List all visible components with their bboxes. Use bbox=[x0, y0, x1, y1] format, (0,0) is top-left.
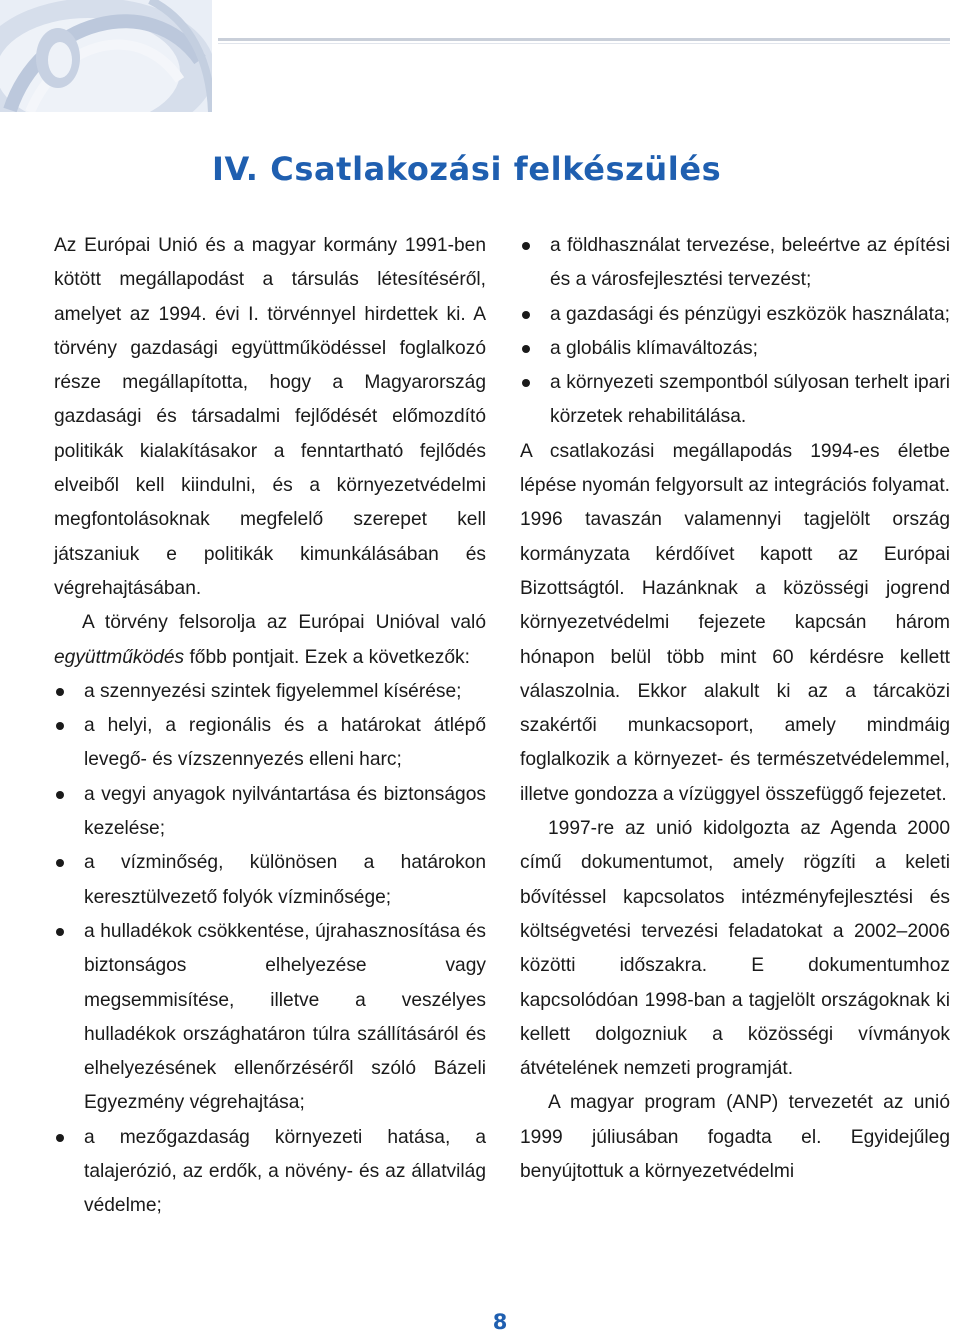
bullet-icon bbox=[56, 688, 64, 696]
list-item-text: a vegyi anyagok nyilvántartása és biztonságos kezelése; bbox=[84, 783, 486, 840]
bullet-icon bbox=[56, 928, 64, 936]
section-title: IV. Csatlakozási felkészülés bbox=[212, 150, 722, 188]
anp-paragraph: A magyar program (ANP) tervezetét az unió 1999 júliusában fogadta el. Egyidejűleg benyújtottuk a környezetvédelmi bbox=[520, 1092, 950, 1183]
bullet-icon bbox=[522, 311, 530, 319]
list-item bbox=[520, 229, 950, 298]
list-item-text: a szennyezési szintek figyelemmel kísérése; bbox=[84, 680, 462, 702]
list-item bbox=[54, 846, 486, 915]
list-item-text: a mezőgazdaság környezeti hatása, a talajerózió, az erdők, a növény- és az állatvilág védelme; bbox=[84, 1126, 486, 1217]
bullet-icon bbox=[522, 345, 530, 353]
list-item bbox=[520, 332, 950, 366]
list-item-text: a vízminőség, különösen a határokon keresztülvezető folyók vízminősége; bbox=[84, 852, 486, 908]
bullet-icon bbox=[56, 722, 64, 730]
left-column bbox=[54, 229, 486, 1224]
list-item bbox=[54, 778, 486, 847]
list-item bbox=[54, 675, 486, 709]
decorative-logo bbox=[0, 0, 212, 112]
right-column bbox=[520, 229, 950, 1189]
header-rule-thin bbox=[218, 43, 950, 44]
list-item-text: a környezeti szempontból súlyosan terhelt ipari körzetek rehabilitálása. bbox=[550, 372, 950, 428]
cooperation-list bbox=[54, 675, 486, 1224]
list-intro-after: főbb pontjait. Ezek a következők: bbox=[184, 646, 470, 668]
agenda-2000-paragraph: 1997-re az unió kidolgozta az Agenda 2000 című dokumentumot, amely rögzíti a keleti bővítéssel kapcsolatos intézményfejlesztési és költségvetési tervezési feladatokat a 2002–2006 közötti időszakra. E dokumentumhoz kapcsolódóan 1998-ban a tagjelölt országoknak ki kellett dolgozniuk a közösségi vívmányok átvételének nemzeti programját. bbox=[520, 818, 950, 1080]
header-rule bbox=[218, 38, 950, 41]
list-item-text: a földhasználat tervezése, beleértve az építési és a városfejlesztési tervezést; bbox=[550, 235, 950, 291]
list-item bbox=[54, 1121, 486, 1224]
bullet-icon bbox=[522, 242, 530, 250]
list-item-text: a helyi, a regionális és a határokat átlépő levegő- és vízszennyezés elleni harc; bbox=[84, 715, 486, 771]
bullet-icon bbox=[522, 379, 530, 387]
cooperation-list-continued bbox=[520, 229, 950, 435]
accession-paragraph: A csatlakozási megállapodás 1994-es életbe lépése nyomán felgyorsult az integrációs folyamat. 1996 tavaszán valamennyi tagjelölt ország kormányzata kérdőívet kapott az Európai Bizottságtól. Hazánknak a közösségi jogrend környezetvédelmi fejezete kapcsán három hónapon belül több mint 60 kérdésre kellett válaszolnia. Ekkor alakult ki az a tárcaközi szakértői munkacsoport, amely mindmáig foglalkozik a környezet- és természetvédelemmel, illetve gondozza a vízüggyel összefüggő fejezetet. bbox=[520, 440, 950, 805]
page-number: 8 bbox=[492, 1310, 508, 1334]
list-item bbox=[520, 298, 950, 332]
intro-paragraph: Az Európai Unió és a magyar kormány 1991-ben kötött megállapodást a társulás létesítéséről, amelyet az 1994. évi I. törvénnyel hirdettek ki. A törvény gazdasági együttműködéssel foglalkozó része megállapította, hogy a Magyarország gazdasági és társadalmi fejlődését előmozdító politikák kialakításakor a fenntartható fejlődés elveiből kell kiindulni, és a környezetvédelmi megfontolásoknak megfelelő szerepet kell játszaniuk e politikák kimunkálásában és végrehajtásában. bbox=[54, 235, 486, 599]
bullet-icon bbox=[56, 791, 64, 799]
list-item bbox=[54, 915, 486, 1121]
bullet-icon bbox=[56, 1134, 64, 1142]
list-intro-before: A törvény felsorolja az Európai Unióval való bbox=[82, 612, 486, 634]
list-item bbox=[520, 366, 950, 435]
list-item-text: a globális klímaváltozás; bbox=[550, 337, 758, 359]
list-item-text: a gazdasági és pénzügyi eszközök használata; bbox=[550, 303, 950, 325]
list-intro-emphasis: együttműködés bbox=[54, 646, 185, 668]
list-item bbox=[54, 709, 486, 778]
bullet-icon bbox=[56, 859, 64, 867]
list-intro-paragraph bbox=[54, 606, 486, 675]
list-item-text: a hulladékok csökkentése, újrahasznosítása és biztonságos elhelyezése vagy megsemmisítése, illetve a veszélyes hulladékok országhatáron túlra szállításáról és elhelyezésének ellenőrzéséről szóló Bázeli Egyezmény végrehajtása; bbox=[84, 920, 486, 1114]
